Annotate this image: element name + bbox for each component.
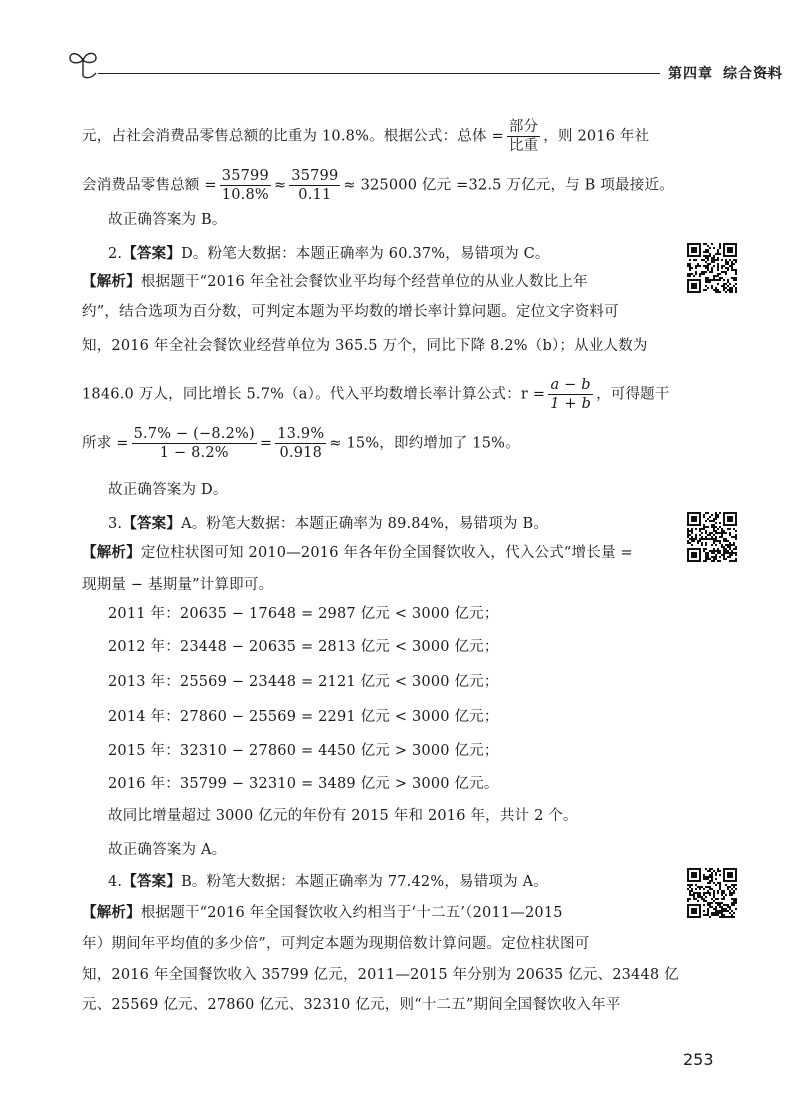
calc-line: 2016 年：35799 − 32310 = 3489 亿元 > 3000 亿元。 (108, 776, 499, 792)
analysis-line: 【解析】根据题干“2016 年全社会餐饮业平均每个经营单位的从业人数比上年 (82, 273, 588, 290)
fraction: $\frac{35799}{0.11}$ (291, 168, 339, 203)
text-line: 所求 = $\frac{5.7\% - (-8.2\%)}{1 - 8.2\%}$ = $\frac{13.9\%}{0.918}$ ≈ 15%，即约增加了 15%。 (82, 426, 520, 461)
text-line: 知，2016 年全国餐饮收入 35799 亿元，2011—2015 年分别为 20635 亿元、23448 亿 (82, 967, 679, 983)
fraction: $\frac{35799}{10.8\%}$ (221, 168, 269, 203)
fraction: $\frac{5.7\% - (-8.2\%)}{1 - 8.2\%}$ (133, 426, 255, 461)
calc-line: 2011 年：20635 − 17648 = 2987 亿元 < 3000 亿元； (108, 606, 499, 622)
calc-line: 2015 年：32310 − 27860 = 4450 亿元 > 3000 亿元； (108, 743, 499, 759)
calc-line: 2014 年：27860 − 25569 = 2291 亿元 < 3000 亿元； (108, 709, 499, 725)
section-name: 综合资料 (723, 66, 783, 82)
text-line: 故正确答案为 D。 (108, 482, 228, 498)
text-line: 约”，结合选项为百分数，可判定本题为平均数的增长率计算问题。定位文字资料可 (82, 304, 619, 320)
chapter-number: 第四章 (668, 66, 713, 82)
text-line: 1846.0 万人，同比增长 5.7%（a）。代入平均数增长率计算公式：r = $\frac{a - b}{1 + b}$ ，可得题干 (82, 377, 670, 412)
text-line: 元，占社会消费品零售总额的比重为 10.8%。根据公式：总体 = $\frac{\text{部分}}{\text{比重}}$ ，则 2016 年社 (82, 119, 650, 154)
answer-line-q2: 2.【答案】D。粉笔大数据：本题正确率为 60.37%，易错项为 C。 (108, 245, 550, 262)
text-line: 知，2016 年全社会餐饮业经营单位为 365.5 万个，同比下降 8.2%（b）；从业人数为 (82, 338, 648, 354)
fraction: $\frac{13.9\%}{0.918}$ (277, 426, 325, 461)
calc-line: 2013 年：25569 − 23448 = 2121 亿元 < 3000 亿元； (108, 674, 499, 690)
answer-line-q4: 4.【答案】B。粉笔大数据：本题正确率为 77.42%，易错项为 A。 (108, 873, 548, 890)
text-line: 会消费品零售总额 = $\frac{35799}{10.8\%}$ ≈ $\frac{35799}{0.11}$ ≈ 325000 亿元 =32.5 万亿元，与 B 项最接近。 (82, 168, 674, 203)
fraction: $\frac{\text{部分}}{\text{比重}}$ (508, 119, 539, 154)
answer-line-q3: 3.【答案】A。粉笔大数据：本题正确率为 89.84%，易错项为 B。 (108, 515, 548, 532)
page-number: 253 (683, 1050, 714, 1069)
text-line: 故同比增量超过 3000 亿元的年份有 2015 年和 2016 年，共计 2 个。 (108, 808, 578, 824)
calc-line: 2012 年：23448 − 20635 = 2813 亿元 < 3000 亿元； (108, 639, 499, 655)
text-line: 故正确答案为 A。 (108, 842, 227, 858)
qr-code-icon[interactable] (687, 243, 737, 293)
analysis-line: 【解析】根据题干“2016 年全国餐饮收入约相当于‘十二五’（2011—2015 (82, 904, 563, 921)
qr-code-icon[interactable] (687, 868, 737, 918)
qr-code-icon[interactable] (687, 512, 737, 562)
text-line: 现期量 − 基期量”计算即可。 (82, 577, 274, 593)
analysis-line: 【解析】定位柱状图可知 2010—2016 年各年份全国餐饮收入，代入公式“增长量 = (82, 544, 633, 561)
text-line: 元、25569 亿元、27860 亿元、32310 亿元，则“十二五”期间全国餐饮收入年平 (82, 997, 621, 1013)
text-line: 故正确答案为 B。 (108, 212, 227, 228)
text-line: 年）期间年平均值的多少倍”，可判定本题为现期倍数计算问题。定位柱状图可 (82, 936, 590, 952)
fraction: $\frac{a - b}{1 + b}$ (550, 377, 592, 412)
